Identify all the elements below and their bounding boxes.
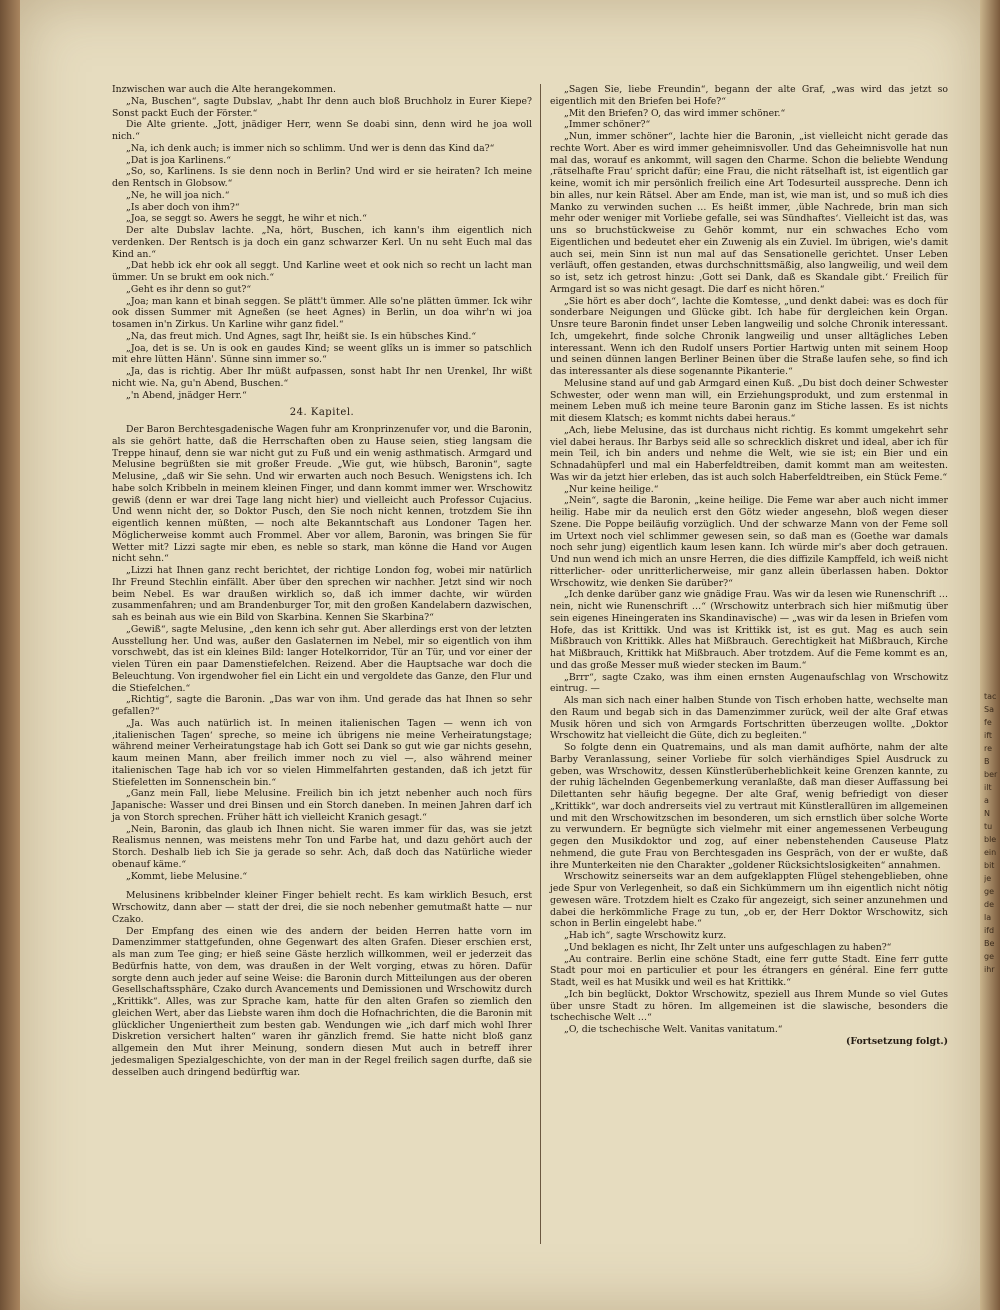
chapter-text [112, 424, 532, 882]
paragraph: „Na, das freut mich. Und Agnes, sagt Ihr, heißt sie. Is ein hübsches Kind.“ [126, 330, 477, 342]
paragraph: „Nun, immer schöner“, lachte hier die Baronin, „ist vielleicht nicht gerade das rechte Wort. Aber es wird immer geheimnisvoller. Und das Geheimnisvolle hat nun mal das, worauf es ankommt, will sagen den Charme. Schon die beliebte Wendung ‚rätselhafte Frau‘ spricht dafür; eine Frau, die nicht rätselhaft ist, ist eigentlich gar keine, womit ich mir persönlich freilich eine Art Todesurteil ausspreche. Denn ich bin alles, nur kein Rätsel. Aber am Ende, man ist, wie man ist, und so muß ich dies Manko zu verwinden suchen … Es heißt immer, ‚üble Nachrede, brin man sich mehr oder weniger mit Vorliebe gefalle, sei was Sündhaftes‘. Vielleicht ist das, was uns so bruchstückweise zu Gehör kommt, nur ein schwaches Echo vom Eigentlichen und bedeutet eher ein Zuwenig als ein Zuviel. Im übrigen, wie's damit auch sei, mein Sinn ist nun mal auf das Sensationelle gerichtet. Unser Leben verläuft, offen gestanden, etwas durchschnittsmäßig, also langweilig, und weil dem so ist, setz ich getrost hinzu: ‚Gott sei Dank, daß es Skandale gibt.‘ Freilich für Armgard ist so was nicht gesagt. Die darf es nicht hören.“ [550, 131, 948, 295]
paragraph: „Ja. Was auch natürlich ist. In meinen italienischen Tagen — wenn ich von ‚italienischen Tagen‘ spreche, so meine ich übrigens nie meine Verheiratungstage; während meiner Verheiratungstage hab ich Gott sei Dank so gut wie gar nichts gesehn, kaum meinen Mann, aber freilich immer noch zu viel —, also während meiner italienischen Tage hab ich vor so vielen Himmelfahrten gestanden, daß ich jetzt für Stiefeletten im Sonnenschein bin.“ [112, 717, 532, 788]
edge-fragment: de [984, 900, 994, 909]
paragraph: „Dat hebb ick ehr ook all seggt. Und Karline weet et ook nich so recht un lacht man ümmer. Un se brukt em ook nich.“ [112, 260, 532, 283]
paragraph: „Sagen Sie, liebe Freundin“, begann der alte Graf, „was wird das jetzt so eigentlich mit den Briefen bei Hofe?“ [550, 84, 948, 107]
paragraph: „Au contraire. Berlin eine schöne Stadt, eine ferr gutte Stadt. Eine ferr gutte Stadt pour moi en particulier et pour les étrangers en général. Eine ferr gutte Stadt, weil es hat Musikk und weil es hat Krittikk.“ [550, 953, 948, 988]
edge-fragment: ihr [984, 965, 995, 974]
paragraph: „Joa, det is se. Un is ook en gaudes Kind; se weent glîks un is immer so patschlich mit ehre lütten Hänn'. Sünne sinn immer so.“ [112, 342, 532, 366]
edge-fragment: ble [984, 835, 997, 844]
edge-fragment: B [984, 757, 990, 766]
paragraph: „So, so, Karlinens. Is sie denn noch in Berlin? Und wird er sie heiraten? Ich meine den Rentsch in Globsow.“ [112, 166, 532, 189]
paragraph: „Ach, liebe Melusine, das ist durchaus nicht richtig. Es kommt umgekehrt sehr viel dabei heraus. Ihr Barbys seid alle so schrecklich diskret und ideal, aber ich für mein Teil, ich bin anders und nehme die Welt, wie sie ist; ein Bier und ein Schnadahüpferl und mal ein Haberfeldtreiben, damit kommt man am weitesten. Was wir da jetzt hier erleben, das ist auch solch Haberfeldtreiben, ein Stück Feme.“ [550, 424, 948, 483]
paragraph: „Ne, he will joa nich.“ [126, 189, 230, 201]
paragraph: Inzwischen war auch die Alte herangekommen. [112, 84, 336, 95]
edge-fragment: ge [984, 952, 994, 961]
edge-fragment: re [984, 744, 993, 753]
continuation-notice: (Fortsetzung folgt.) [845, 1035, 948, 1047]
edge-fragment: ge [984, 887, 994, 896]
paragraph: „Nur keine heilige.“ [564, 483, 659, 495]
paragraph: „Ich bin beglückt, Doktor Wrschowitz, speziell aus Ihrem Munde so viel Gutes über unsre Stadt zu hören. Im allgemeinen ist die slawische, besonders die tschechische Welt …“ [550, 988, 948, 1024]
paragraph: Die Alte griente. „Jott, jnädiger Herr, wenn Se doabi sinn, denn wird he joa woll nich.“ [112, 119, 532, 142]
edge-fragment: N [984, 809, 990, 818]
paragraph: „Und beklagen es nicht, Ihr Zelt unter uns aufgeschlagen zu haben?“ [564, 941, 892, 953]
paragraph: „'n Abend, jnädger Herr.“ [126, 389, 247, 401]
paragraph: Der Baron Berchtesgadenische Wagen fuhr am Kronprinzenufer vor, und die Baronin, als sie gehört hatte, daß die Herrschaften oben zu Hause seien, stieg langsam die Treppe hinauf, denn sie war nicht gut zu Fuß und ein wenig asthmatisch. Armgard und Melusine begrüßten sie mit großer Freude. „Wie gut, wie hübsch, Baronin“, sagte Melusine, „daß wir Sie sehn. Und wir erwarten auch noch Besuch. Wenigstens ich. Ich habe solch Kribbeln in meinem kleinen Finger, und dann kommt immer wer. Wrschowitz gewiß (denn er war drei Tage lang nicht hier) und vielleicht auch Professor Cujacius. Und wenn nicht der, so Doktor Pusch, den Sie noch nicht kennen, trotzdem Sie ihn eigentlich kennen müßten, — noch alte Bekanntschaft aus Londoner Tagen her. Möglicherweise kommt auch Frommel. Aber vor allem, Baronin, was bringen Sie für Wetter mit? Lizzi sagte mir eben, es neble so stark, man könne die Hand vor Augen nicht sehn.“ [112, 424, 532, 565]
edge-fragment: je [984, 874, 992, 883]
edge-fragment: ber [984, 770, 998, 779]
right-column-dialogue [550, 84, 948, 1036]
paragraph: „Na, Buschen“, sagte Dubslav, „habt Ihr denn auch bloß Bruchholz in Eurer Kiepe? Sonst packt Euch der Förster.“ [112, 95, 532, 119]
edge-fragment: tu [984, 822, 993, 831]
paragraph: So folgte denn ein Quatremains, und als man damit aufhörte, nahm der alte Barby Veranlassung, seiner Vorliebe für solch vierhändiges Spiel Ausdruck zu geben, was Wrschowitz, dessen Künstlerüberheblichkeit keine Grenzen kannte, zu der ruhig lächelnden Gegenbemerkung veranlaßte, daß man dieser Auffassung bei Dilettanten sehr häufig begegne. Der alte Graf, wenig befriedigt von dieser „Krittikk“, war doch andrerseits viel zu vertraut mit Künstlerallüren im allgemeinen und mit den Wrschowitzschen im besonderen, um sich ernstlich über solche Worte zu verwundern. Er begnügte sich vielmehr mit einer angemessenen Verbeugung gegen den Musikdoktor und zog, auf einer nebenstehenden Causeuse Platz nehmend, die gute Frau von Berchtesgaden ins Gespräch, von der er wußte, daß ihre Munterkeiten nie den Charakter „goldener Rücksichtslosigkeiten“ annahmen. [550, 742, 948, 871]
book-gutter-left [0, 0, 20, 1310]
right-text-column [550, 84, 948, 1048]
edge-fragment: la [984, 913, 992, 922]
paragraph: Wrschowitz seinerseits war an dem aufgeklappten Flügel stehengeblieben, ohne jede Spur von Verlegenheit, so daß ein Sichkümmern um ihn eigentlich nicht nötig gewesen wäre. Trotzdem hielt es Czako für angezeigt, sich seiner anzunehmen und dabei die herkömmliche Frage zu tun, „ob er, der Herr Doktor Wrschowitz, sich schon in Berlin eingelebt habe.“ [550, 871, 948, 930]
edge-fragment: ifd [984, 926, 995, 935]
paragraph: „Sie hört es aber doch“, lachte die Komtesse, „und denkt dabei: was es doch für sonderbare Neigungen und Glücke gibt. Ich habe für dergleichen kein Organ. Unsre teure Baronin findet unser Leben langweilig und solche Chronik interessant. Ich, umgekehrt, finde solche Chronik langweilig und unser alltägliches Leben interessant. Wenn ich den Rudolf unsers Portier Hartwig unten mit seinem Hoop und seinen dünnen langen Berliner Beinen über die Straße laufen sehe, so find ich das interessanter als diese sogenannte Pikanterie.“ [550, 295, 948, 377]
edge-fragment: fe [984, 718, 992, 727]
paragraph: „Nein“, sagte die Baronin, „keine heilige. Die Feme war aber auch nicht immer heilig. Habe mir da neulich erst den Götz wieder angesehn, bloß wegen dieser Szene. Die Poppe beiläufig vorzüglich. Und der schwarze Mann von der Feme soll im Urtext noch viel schlimmer gewesen sein, so daß man es (Goethe war damals noch sehr jung) eigentlich kaum lesen kann. Ich würde mir's aber doch getrauen. Und nun wend ich mich an unsre Herren, die dies diffizile Kampffeld, ich weiß nicht ritterlicher- oder unritterlicherweise, mir ganz allein überlassen haben. Doktor Wrschowitz, wie denken Sie darüber?“ [550, 495, 948, 589]
paragraph: „Hab ich“, sagte Wrschowitz kurz. [564, 930, 727, 941]
edge-fragment: ift [984, 731, 993, 740]
paragraph: „Gewiß“, sagte Melusine, „den kenn ich sehr gut. Aber allerdings erst von der letzten Ausstellung her. Und was, außer den Gaslaternen im Nebel, mir so eigentlich von ihm vorschwebt, das ist ein kleines Bild: langer Hotelkorridor, Tür an Tür, und vor einer der vielen Türen ein paar Damenstiefelchen. Reizend. Aber die Hauptsache war doch die Beleuchtung. Von irgendwoher fiel ein Licht ein und vergoldete das Ganze, den Flur und die Stiefelchen.“ [112, 623, 532, 694]
paragraph: Der alte Dubslav lachte. „Na, hört, Buschen, ich kann's ihm eigentlich nich verdenken. Der Rentsch is ja doch ein ganz schwarzer Kerl. Un nu seht Euch mal das Kind an.“ [112, 225, 532, 260]
paragraph: „Is aber doch von ihm?“ [126, 201, 240, 213]
paragraph: „Na, ich denk auch; is immer nich so schlimm. Und wer is denn das Kind da?“ [126, 142, 495, 154]
edge-fragment: Sa [984, 705, 994, 714]
edge-fragment: ilt [984, 783, 992, 792]
paragraph: „Ja, das is richtig. Aber Ihr müßt aufpassen, sonst habt Ihr nen Urenkel, Ihr wißt nicht wie. Na, gu'n Abend, Buschen.“ [112, 366, 532, 389]
paragraph: „Joa; man kann et binah seggen. Se plätt't ümmer. Alle so'ne plätten ümmer. Ick wihr ook dissen Summer mit Agneßen (se heet Agnes) in Berlin, un doa wihr'n wi joa tosamen in'n Zirkus. Un Karline wihr ganz fidel.“ [112, 295, 532, 330]
paragraph: „Richtig“, sagte die Baronin. „Das war von ihm. Und gerade das hat Ihnen so sehr gefallen?“ [112, 694, 532, 717]
edge-fragment: a [984, 796, 989, 805]
paragraph: Melusinens kribbelnder kleiner Finger behielt recht. Es kam wirklich Besuch, erst Wrschowitz, dann aber — statt der drei, die sie noch nebenher gemutmaßt hatte — nur Czako. [112, 890, 532, 925]
edge-fragment: bit [984, 861, 995, 870]
paragraph: „Nein, Baronin, das glaub ich Ihnen nicht. Sie waren immer für das, was sie jetzt Realismus nennen, was meistens mehr Ton und Farbe hat, und dazu gehört auch der Storch. Deshalb lieb ich Sie ja gerade so sehr. Ach, daß doch das Natürliche wieder obenauf käme.“ [112, 823, 532, 870]
edge-fragment: Be [984, 939, 995, 948]
section-gap [112, 882, 532, 890]
left-column-closing-text [112, 890, 532, 1078]
book-edge-right [980, 0, 1000, 1310]
left-column-opening-dialogue [112, 84, 532, 401]
paragraph: Der Empfang des einen wie des andern der beiden Herren hatte vorn im Damenzimmer stattgefunden, ohne Gegenwart des alten Grafen. Dieser erschien erst, als man zum Tee ging; er hieß seine Gäste herzlich willkommen, weil er jederzeit das Bedürfnis hatte, von dem, was draußen in der Welt vorging, etwas zu hören. Dafür sorgte denn auch jeder auf seine Weise: die Baronin durch Mitteilungen aus der oberen Gesellschaftssphäre, Czako durch Avancements und Demissionen und Wrschowitz durch „Krittikk“. Alles, was zur Sprache kam, hatte für den alten Grafen so ziemlich den gleichen Wert, aber das Liebste waren ihm doch die Hofnachrichten, die die Baronin mit glücklicher Ungeniertheit zum besten gab. Wendungen wie „ich darf mich wohl Ihrer Diskretion versichert halten“ waren ihr gänzlich fremd. Sie hatte nicht bloß ganz allgemein den Mut ihrer Meinung, sondern diesen Mut auch in betreff ihrer jedesmaligen Spezialgeschichte, von der man in der Regel freilich sagen durfte, daß sie desselben auch dringend bedürftig war. [112, 925, 532, 1078]
paragraph: „Ganz mein Fall, liebe Melusine. Freilich bin ich jetzt nebenher auch noch fürs Japanische: Wasser und drei Binsen und ein Storch daneben. In meinen Jahren darf ich ja von Storch sprechen. Früher hätt ich vielleicht Kranich gesagt.“ [112, 788, 532, 823]
paragraph: „O, die tschechische Welt. Vanitas vanitatum.“ [564, 1024, 783, 1035]
paragraph: Melusine stand auf und gab Armgard einen Kuß. „Du bist doch deiner Schwester Schwester, oder wenn man will, ein Erziehungsprodukt, und zum erstenmal in meinem Leben muß ich meine teure Baronin ganz im Stiche lassen. Es ist nichts mit diesem Klatsch; es kommt nichts dabei heraus.“ [550, 377, 948, 424]
paragraph: Als man sich nach einer halben Stunde von Tisch erhoben hatte, wechselte man den Raum und begab sich in das Damenzimmer zurück, weil der alte Graf etwas Musik hören und sich von Armgards Fortschritten überzeugen wollte. „Doktor Wrschowitz hat vielleicht die Güte, dich zu begleiten.“ [550, 695, 948, 742]
paragraph: „Immer schöner?“ [564, 119, 651, 131]
paragraph: „Kommt, liebe Melusine.“ [126, 870, 248, 882]
paragraph: „Dat is joa Karlinens.“ [126, 154, 232, 166]
chapter-heading: 24. Kapitel. [289, 407, 355, 419]
left-text-column [112, 84, 532, 1078]
edge-fragment: ein [984, 848, 997, 857]
paragraph: „Ich denke darüber ganz wie gnädige Frau. Was wir da lesen wie Runenschrift … nein, nicht wie Runenschrift …“ (Wrschowitz unterbrach sich hier mißmutig über sein eigenes Hineingeraten ins Skandinavische) — „was wir da lesen in Briefen vom Hofe, das ist Krittikk. Und was ist Krittikk ist, ist es gut. Mag es auch sein Mißbrauch von Krittikk. Alles hat Mißbrauch. Gerechtigkeit hat Mißbrauch, Kirche hat Mißbrauch, Krittikk hat Mißbrauch. Aber trotzdem. Auf die Feme kommt es an, und das große Messer muß wieder stecken im Baum.“ [550, 589, 948, 671]
column-divider [540, 84, 541, 1244]
edge-fragment: tac [984, 692, 997, 701]
next-page-edge-text [984, 690, 1000, 976]
paragraph: „Joa, se seggt so. Awers he seggt, he wihr et nich.“ [126, 213, 367, 225]
paragraph: „Geht es ihr denn so gut?“ [126, 283, 252, 295]
paragraph: „Mit den Briefen? O, das wird immer schöner.“ [564, 107, 786, 119]
paragraph: „Brrr“, sagte Czako, was ihm einen ernsten Augenaufschlag von Wrschowitz eintrug. — [550, 671, 948, 695]
paragraph: „Lizzi hat Ihnen ganz recht berichtet, der richtige London fog, wobei mir natürlich Ihr Freund Stechlin einfällt. Aber über den sprechen wir nachher. Jetzt sind wir noch beim Nebel. Es war draußen wirklich so, daß ich immer dachte, wir würden zusammenfahren; und am Brandenburger Tor, mit den großen Kandelabern dazwischen, sah es beinah aus wie ein Bild von Skarbina. Kennen Sie Skarbina?“ [112, 565, 532, 623]
